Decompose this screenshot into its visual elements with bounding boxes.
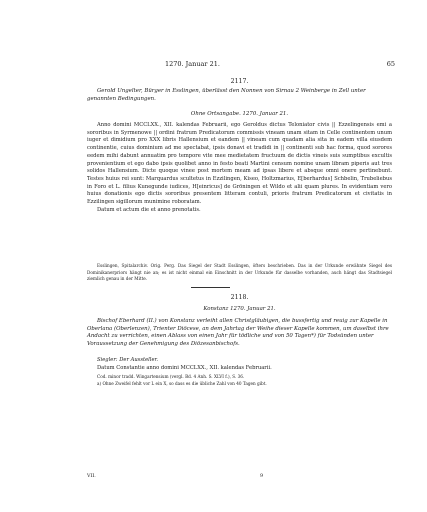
doc-issuer-2118: Siegler: Der Aussteller. <box>97 357 159 363</box>
doc-number-2118: 2118. <box>230 294 249 301</box>
doc-note-2117 <box>87 263 392 283</box>
doc-notes-2118 <box>87 374 392 387</box>
section-divider <box>191 287 230 288</box>
doc-closing-2117: Datum et actum die et anno prenotatis. <box>97 206 201 213</box>
footnote-a-2118: a) Ohne Zweifel fehlt vor L ein X, so dass es die übliche Zahl von 40 Tagen gibt. <box>97 380 267 386</box>
doc-summary-2117: Gerold Ungelter, Bürger in Esslingen, überlässt den Nonnen von Sirnau 2 Weinberge in Zell unter genannten Bedingungen. <box>87 88 366 102</box>
doc-body-2117: Anno domini MCCLXX., XII. kalendas Februarii, ego Geroldus dictus Teloniator civis || Ezzelingensis emi a sororibus in Syrmenowe || ordini fratrum Predicatorum commissis vineam unam sitam in Celle continentem unum iuger et dimidium pro XXX libris Hallensium et eandem || vineam cum quadam alia sita in eadem villa eiusdem continentie, cuius dominium ad me spectabat, ipsis donavi et tradidi in || continenti sub hac forma, quod sorores eedem mihi dabunt annuatim pro tempore vite mee medietatem fructuum de dictis vineis suis sumptibus excultis provenientium et ego dabo ipsis quolibet anno in festo beati Martini censum nomine unam libram piperis aut tres solidos Hallensium. Dicte quoque vinee post mortem meam ad ipsas libere et absque omni onere pertinebunt. Testes huius rei sunt: Marquardus scultetus in Ezzilingen, Kiseo, Holtzmarius, E[berhardus] Schbelin, Trubeliebus in Foro et L. filius Kunegunde iudices, H[einricus] de Gröningen et Wildo et alii quam plures. In evidentiam vero huius donationis ego dictis sororibus presentem litteram contuli, prioris fratrum Predicatorum et civitatis in Ezzilingen sigillorum munimine roboratam. <box>87 122 392 206</box>
doc-place-date-2117: Ohne Ortsangabe. 1270. Januar 21. <box>190 111 289 117</box>
doc-text-2117 <box>87 122 392 214</box>
doc-closing-2118: Datum Constantie anno domini MCCLXX., XII. kalendas Februarii. <box>97 364 272 371</box>
doc-number-2117: 2117. <box>230 78 249 85</box>
doc-summary-2118: Bischof Eberhard (II.) von Konstanz verleiht allen Christgläubigen, die bussfertig und reuig zur Kapelle in Oberlana (Oberlenzen), Trienter Diöcese, an dem Jahrtag der Weihe dieser Kapelle kommen, um daselbst ihre Andacht zu verrichten, einen Ablass von einen Jahr für tödliche und von 50 Tagen*) für Todsünden unter Voraussetzung der Genehmigung des Diözesanbischofs. <box>87 318 389 348</box>
running-header-date: 1270. Januar 21. <box>165 60 220 68</box>
archival-note-2118: Cod. minor tradd. Wingartensium (vergl. Bd. 4 Anh. S. XLVI f.), S. 36. <box>97 374 245 379</box>
sheet-number: 9 <box>260 474 264 479</box>
archival-note-2117: Esslingen, Spitalarchiv. Orig. Perg. Das Siegel der Stadt Esslingen, öfters beschrieben. Das in der Urkunde erwähnte Siegel des Dominikanerpriors hängt nie an; es ist nicht einmal ein Einschnitt in der Urkunde für dasselbe vorhanden, auch hängt das Stadtsiegel ziemlich genau in der Mitte. <box>87 263 392 281</box>
signature-mark: VII. <box>87 474 96 479</box>
doc-text-2118 <box>87 357 392 372</box>
page-number: 65 <box>386 60 395 68</box>
doc-place-date-2118: Konstanz 1270. Januar 21. <box>203 306 276 312</box>
